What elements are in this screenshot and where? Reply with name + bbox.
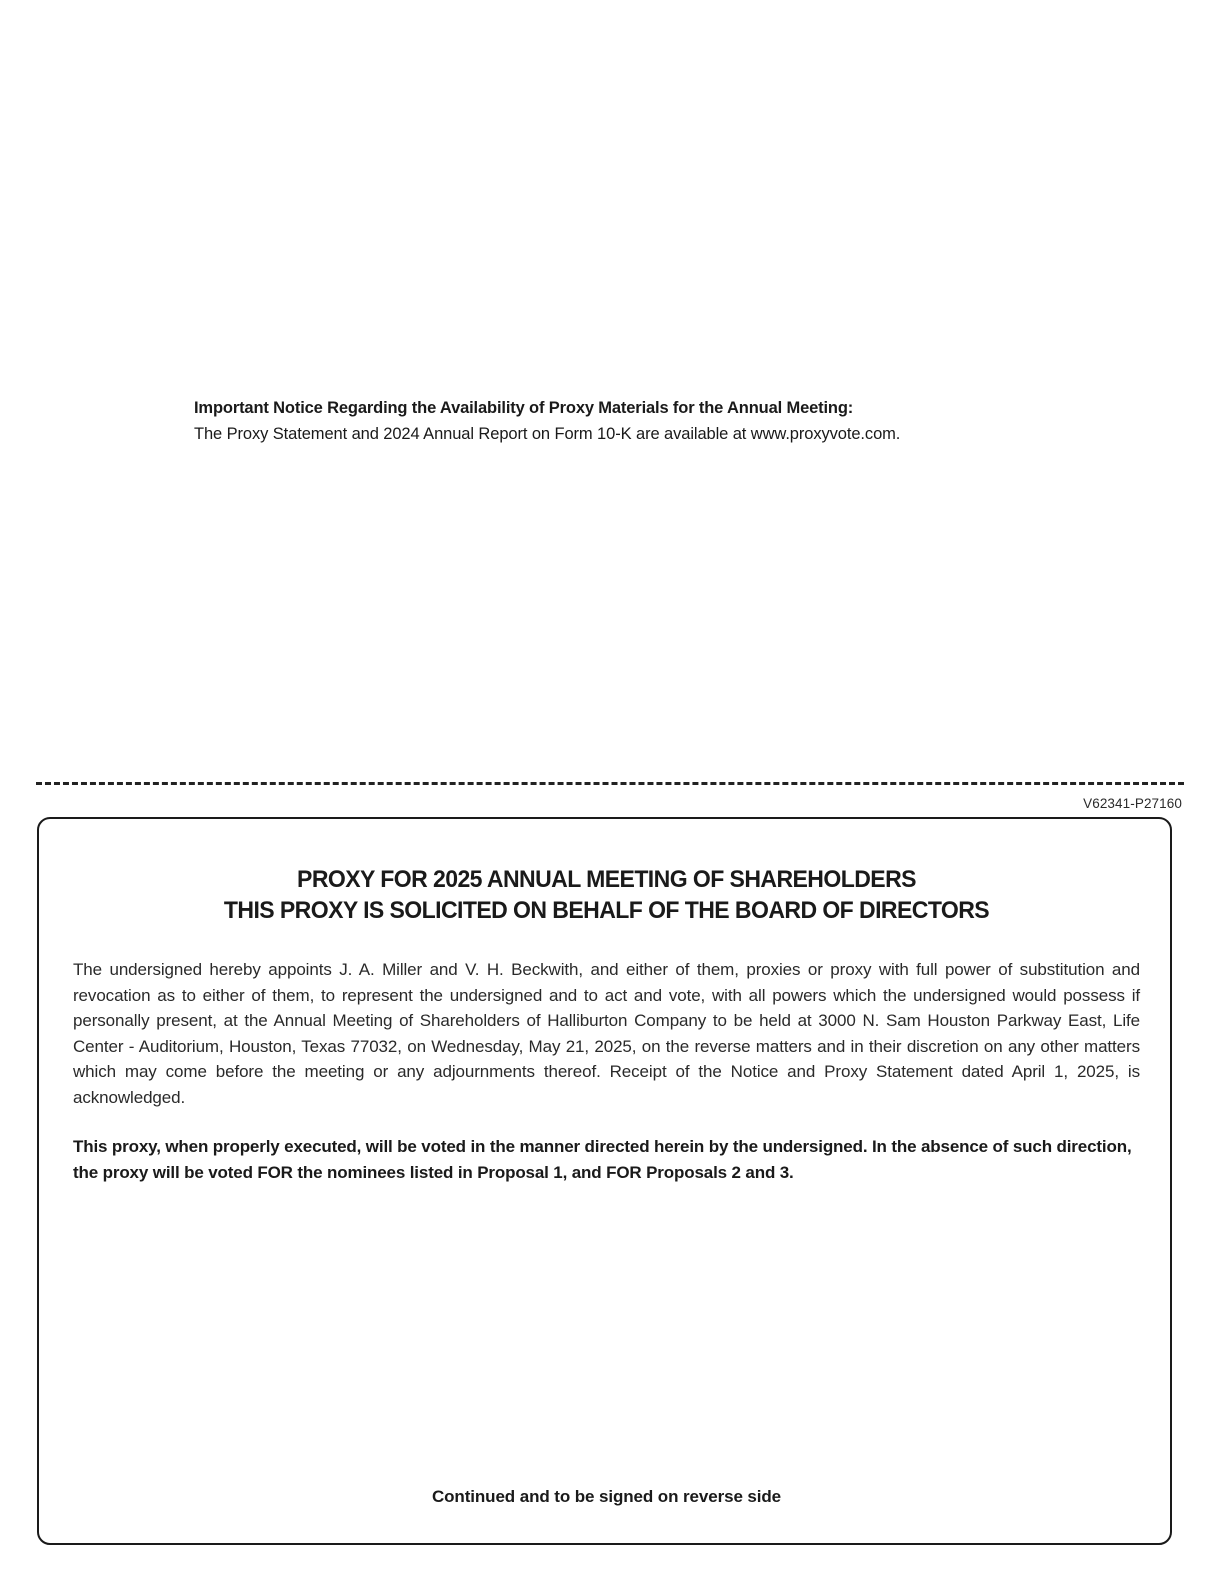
perforation-dashed-line <box>36 782 1184 785</box>
important-notice-subtitle: The Proxy Statement and 2024 Annual Report on Form 10-K are available at www.proxyvote.com. <box>194 425 901 443</box>
control-number: V62341-P27160 <box>1083 796 1182 811</box>
proxy-emphasis-paragraph: This proxy, when properly executed, will be voted in the manner directed herein by the undersigned. In the absence of such direction, the proxy will be voted FOR the nominees listed in Proposal 1, and FOR Proposals 2 and 3. <box>73 1137 1132 1182</box>
important-notice-block <box>194 396 1024 446</box>
proxy-card-footer: Continued and to be signed on reverse side <box>431 1487 782 1506</box>
proxy-body-paragraph: The undersigned hereby appoints J. A. Miller and V. H. Beckwith, and either of them, proxies or proxy with full power of substitution and revocation as to either of them, to represent the undersigned and to act and vote, with all powers which the undersigned would possess if personally present, at the Annual Meeting of Shareholders of Halliburton Company to be held at 3000 N. Sam Houston Parkway East, Life Center - Auditorium, Houston, Texas 77032, on Wednesday, May 21, 2025, on the reverse matters and in their discretion on any other matters which may come before the meeting or any adjournments thereof. Receipt of the Notice and Proxy Statement dated April 1, 2025, is acknowledged. <box>73 960 1140 1107</box>
proxy-card-box <box>37 817 1172 1545</box>
proxy-card-heading <box>73 864 1140 926</box>
proxy-card-content <box>73 819 1140 1543</box>
important-notice-title: Important Notice Regarding the Availability of Proxy Materials for the Annual Meeting: <box>194 399 854 417</box>
proxy-heading-line-1: PROXY FOR 2025 ANNUAL MEETING OF SHAREHOLDERS <box>297 866 916 893</box>
proxy-heading-line-2: THIS PROXY IS SOLICITED ON BEHALF OF THE BOARD OF DIRECTORS <box>223 897 990 924</box>
